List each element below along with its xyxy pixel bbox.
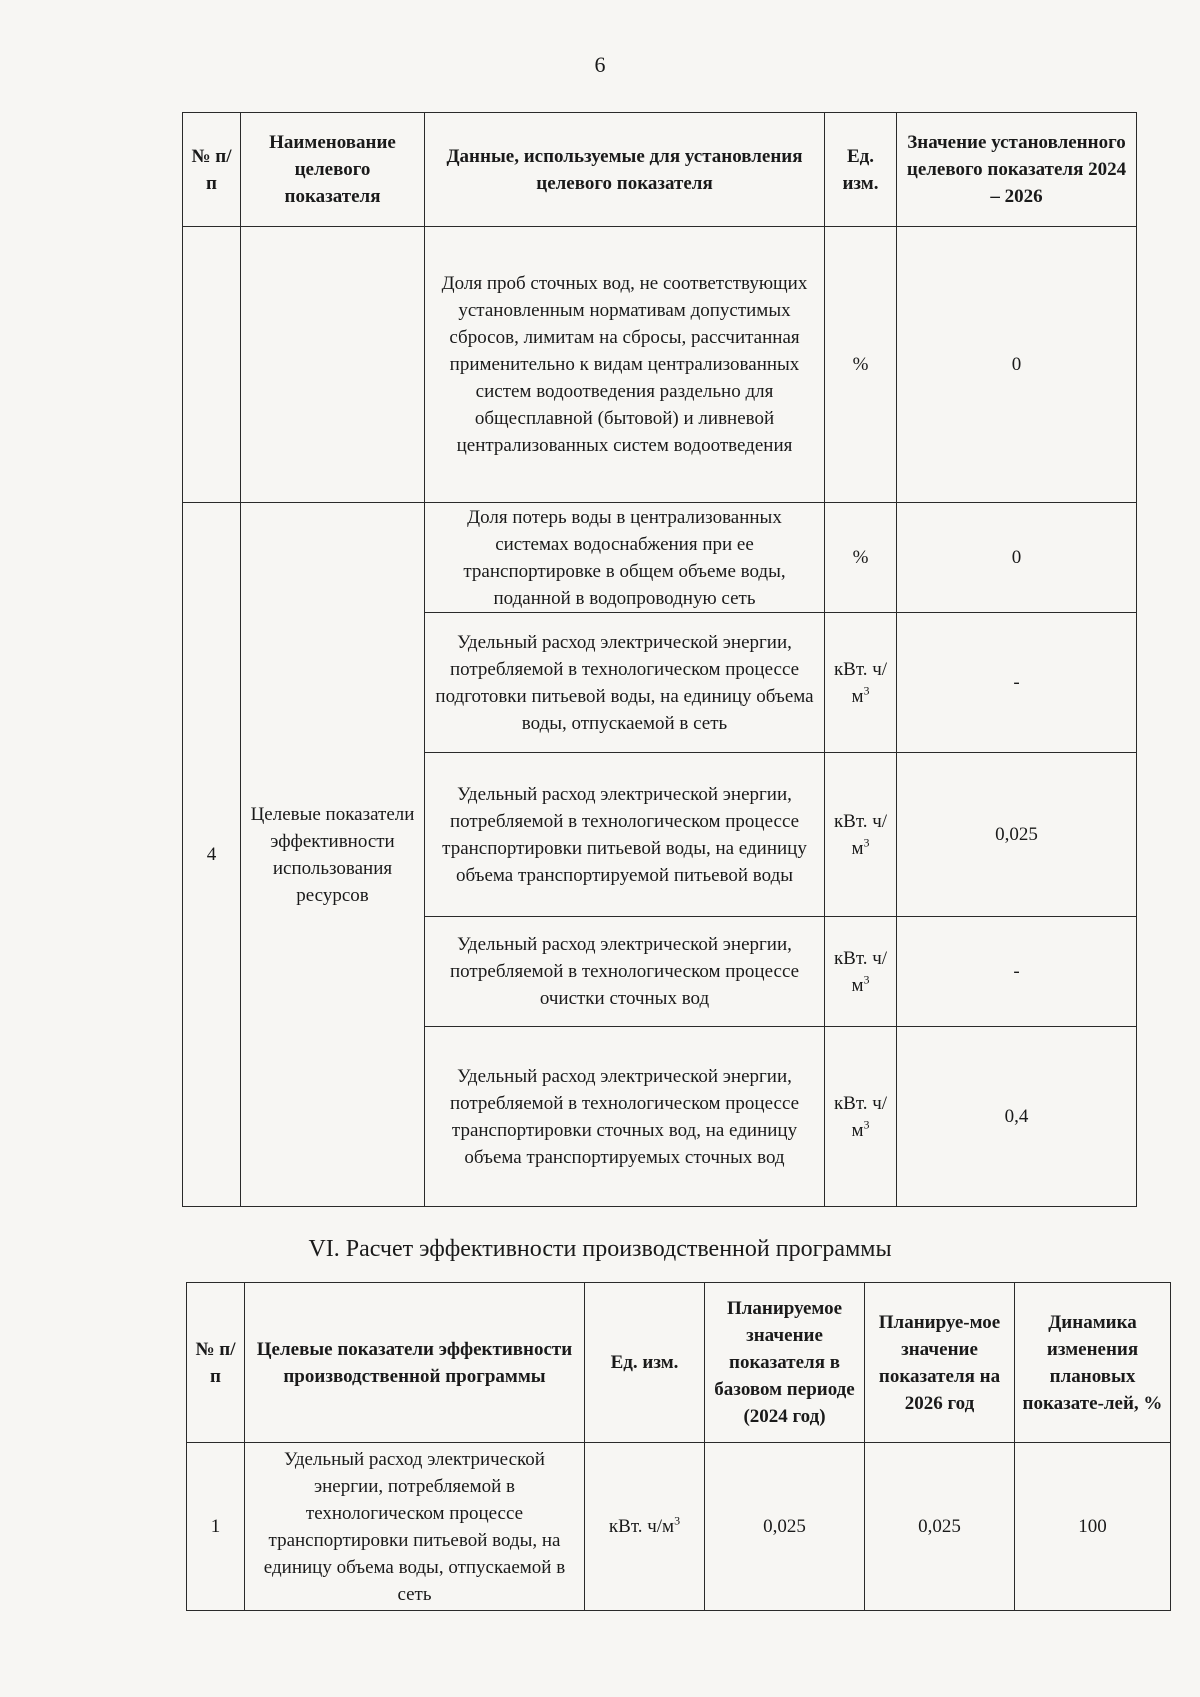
table-row bbox=[187, 1443, 1171, 1611]
unit-text: % bbox=[852, 547, 869, 568]
unit-text: кВт. ч/м bbox=[833, 947, 888, 996]
efficiency-table bbox=[186, 1282, 1171, 1611]
cell-value: 0,4 bbox=[897, 1027, 1137, 1207]
cell-num bbox=[183, 227, 241, 503]
cell-unit bbox=[825, 753, 897, 917]
table-row bbox=[183, 227, 1137, 503]
table-header-row bbox=[187, 1283, 1171, 1443]
unit-text: кВт. ч/м bbox=[833, 1092, 888, 1141]
header-unit: Ед. изм. bbox=[825, 113, 897, 227]
cell-plan: 0,025 bbox=[865, 1443, 1015, 1611]
cell-unit bbox=[825, 1027, 897, 1207]
cell-unit bbox=[825, 613, 897, 753]
header-num: № п/п bbox=[183, 113, 241, 227]
cell-name: Целевые показатели эффективности использования ресурсов bbox=[241, 503, 425, 1207]
unit-superscript: 3 bbox=[863, 835, 870, 850]
header-value: Значение установленного целевого показателя 2024 – 2026 bbox=[897, 113, 1137, 227]
cell-unit bbox=[585, 1443, 705, 1611]
cell-unit: % bbox=[825, 227, 897, 503]
header-name: Наименование целевого показателя bbox=[241, 113, 425, 227]
unit-superscript: 3 bbox=[863, 1117, 870, 1132]
cell-name: Удельный расход электрической энергии, потребляемой в технологическом процессе транспортировки питьевой воды, на единицу объема воды, отпускаемой в сеть bbox=[245, 1443, 585, 1611]
unit-superscript: 3 bbox=[674, 1513, 681, 1528]
target-indicators-table bbox=[182, 112, 1137, 1207]
cell-dynamics: 100 bbox=[1015, 1443, 1171, 1611]
header-num: № п/п bbox=[187, 1283, 245, 1443]
table-row bbox=[183, 503, 1137, 613]
unit-text: кВт. ч/м bbox=[833, 658, 888, 707]
cell-value: - bbox=[897, 917, 1137, 1027]
cell-num: 4 bbox=[183, 503, 241, 1207]
unit-text: кВт. ч/м bbox=[833, 810, 888, 859]
page-number: 6 bbox=[594, 52, 606, 77]
header-dynamics: Динамика изменения плановых показате-лей, % bbox=[1015, 1283, 1171, 1443]
cell-value: 0 bbox=[897, 227, 1137, 503]
cell-name bbox=[241, 227, 425, 503]
cell-value: - bbox=[897, 613, 1137, 753]
cell-data: Удельный расход электрической энергии, потребляемой в технологическом процессе очистки сточных вод bbox=[425, 917, 825, 1027]
header-base: Планируемое значение показателя в базовом периоде (2024 год) bbox=[705, 1283, 865, 1443]
cell-data: Удельный расход электрической энергии, потребляемой в технологическом процессе транспортировки сточных вод, на единицу объема транспортируемых сточных вод bbox=[425, 1027, 825, 1207]
cell-num: 1 bbox=[187, 1443, 245, 1611]
cell-data: Доля потерь воды в централизованных системах водоснабжения при ее транспортировке в общем объеме воды, поданной в водопроводную сеть bbox=[425, 503, 825, 613]
section-title: VI. Расчет эффективности производственной программы bbox=[308, 1236, 892, 1262]
cell-base: 0,025 bbox=[705, 1443, 865, 1611]
cell-data: Доля проб сточных вод, не соответствующих установленным нормативам допустимых сбросов, лимитам на сбросы, рассчитанная применительно к видам централизованных систем водоотведения раздельно для общесплавной (бытовой) и ливневой централизованных систем водоотведения bbox=[425, 227, 825, 503]
cell-unit bbox=[825, 917, 897, 1027]
header-plan: Планируе-мое значение показателя на 2026 год bbox=[865, 1283, 1015, 1443]
header-unit: Ед. изм. bbox=[585, 1283, 705, 1443]
unit-superscript: 3 bbox=[863, 972, 870, 987]
unit-text: кВт. ч/м bbox=[608, 1516, 675, 1537]
cell-value: 0 bbox=[897, 503, 1137, 613]
table-header-row bbox=[183, 113, 1137, 227]
cell-value: 0,025 bbox=[897, 753, 1137, 917]
cell-data: Удельный расход электрической энергии, потребляемой в технологическом процессе подготовки питьевой воды, на единицу объема воды, отпускаемой в сеть bbox=[425, 613, 825, 753]
cell-unit bbox=[825, 503, 897, 613]
header-data: Данные, используемые для установления целевого показателя bbox=[425, 113, 825, 227]
unit-superscript: 3 bbox=[863, 683, 870, 698]
cell-data: Удельный расход электрической энергии, потребляемой в технологическом процессе транспортировки питьевой воды, на единицу объема транспортируемой питьевой воды bbox=[425, 753, 825, 917]
header-name: Целевые показатели эффективности производственной программы bbox=[245, 1283, 585, 1443]
